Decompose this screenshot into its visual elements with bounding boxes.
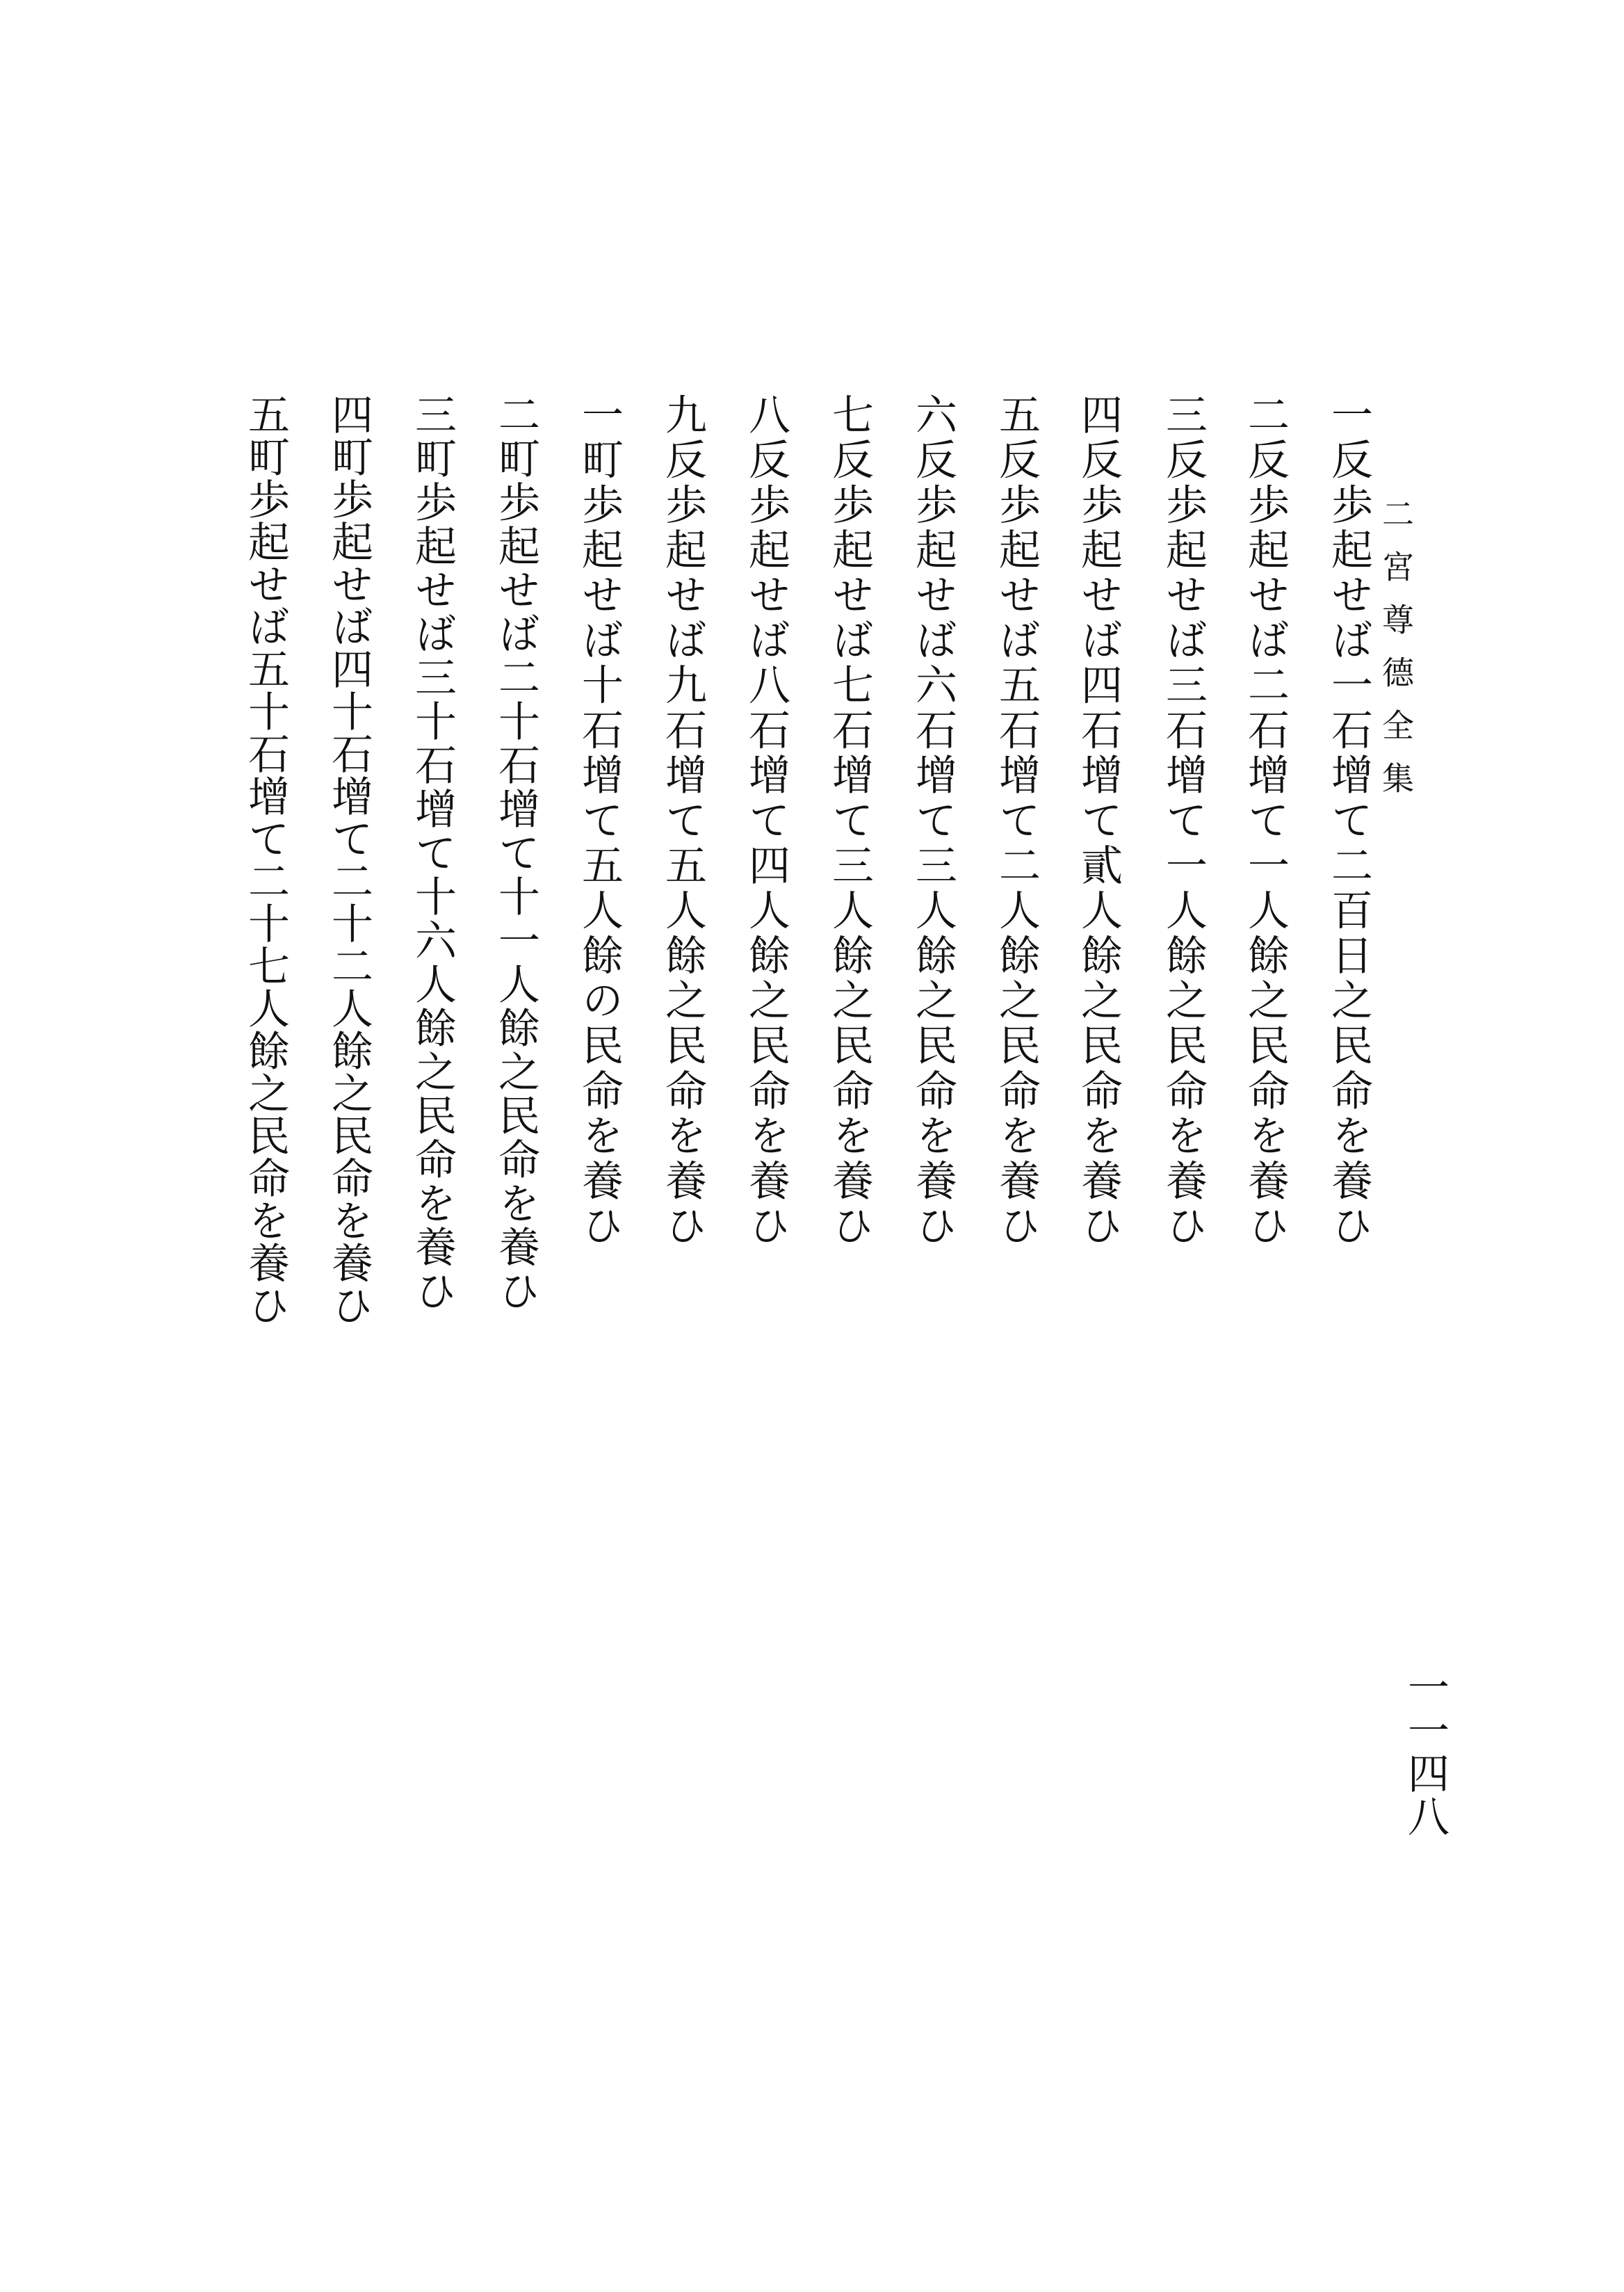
text-line: 八反歩起せば八石增て四人餘之民命を養ひ <box>742 393 790 1250</box>
text-line: 一町歩起せば十石增て五人餘の民命を養ひ <box>575 393 624 1250</box>
page-number: 一一四八 <box>1401 1665 1450 1838</box>
text-line: 二町歩起せば二十石增て十一人餘之民命を養ひ <box>492 393 540 1313</box>
text-line: 五町歩起せば五十石增て二十七人餘之民命を養ひ <box>241 393 290 1326</box>
running-header: 二宮尊德全集 <box>1377 497 1415 814</box>
text-line: 七反歩起せば七石增て三人餘之民命を養ひ <box>825 393 874 1250</box>
text-line: 九反歩起せば九石增て五人餘之民命を養ひ <box>658 393 707 1250</box>
text-line: 一反歩起せば一石增て二百日之民命を養ひ <box>1324 393 1373 1250</box>
text-line: 六反歩起せば六石增て三人餘之民命を養ひ <box>909 393 957 1250</box>
text-line: 五反歩起せば五石增て二人餘之民命を養ひ <box>992 393 1041 1250</box>
text-line: 三反歩起せば三石增て一人餘之民命を養ひ <box>1159 393 1208 1250</box>
text-line: 二反歩起せば二石增て一人餘之民命を養ひ <box>1241 393 1290 1250</box>
text-line: 四町歩起せば四十石增て二十二人餘之民命を養ひ <box>325 393 373 1326</box>
text-line: 四反歩起せば四石增て貳人餘之民命を養ひ <box>1074 393 1123 1250</box>
text-line: 三町歩起せば三十石增て十六人餘之民命を養ひ <box>408 393 457 1313</box>
